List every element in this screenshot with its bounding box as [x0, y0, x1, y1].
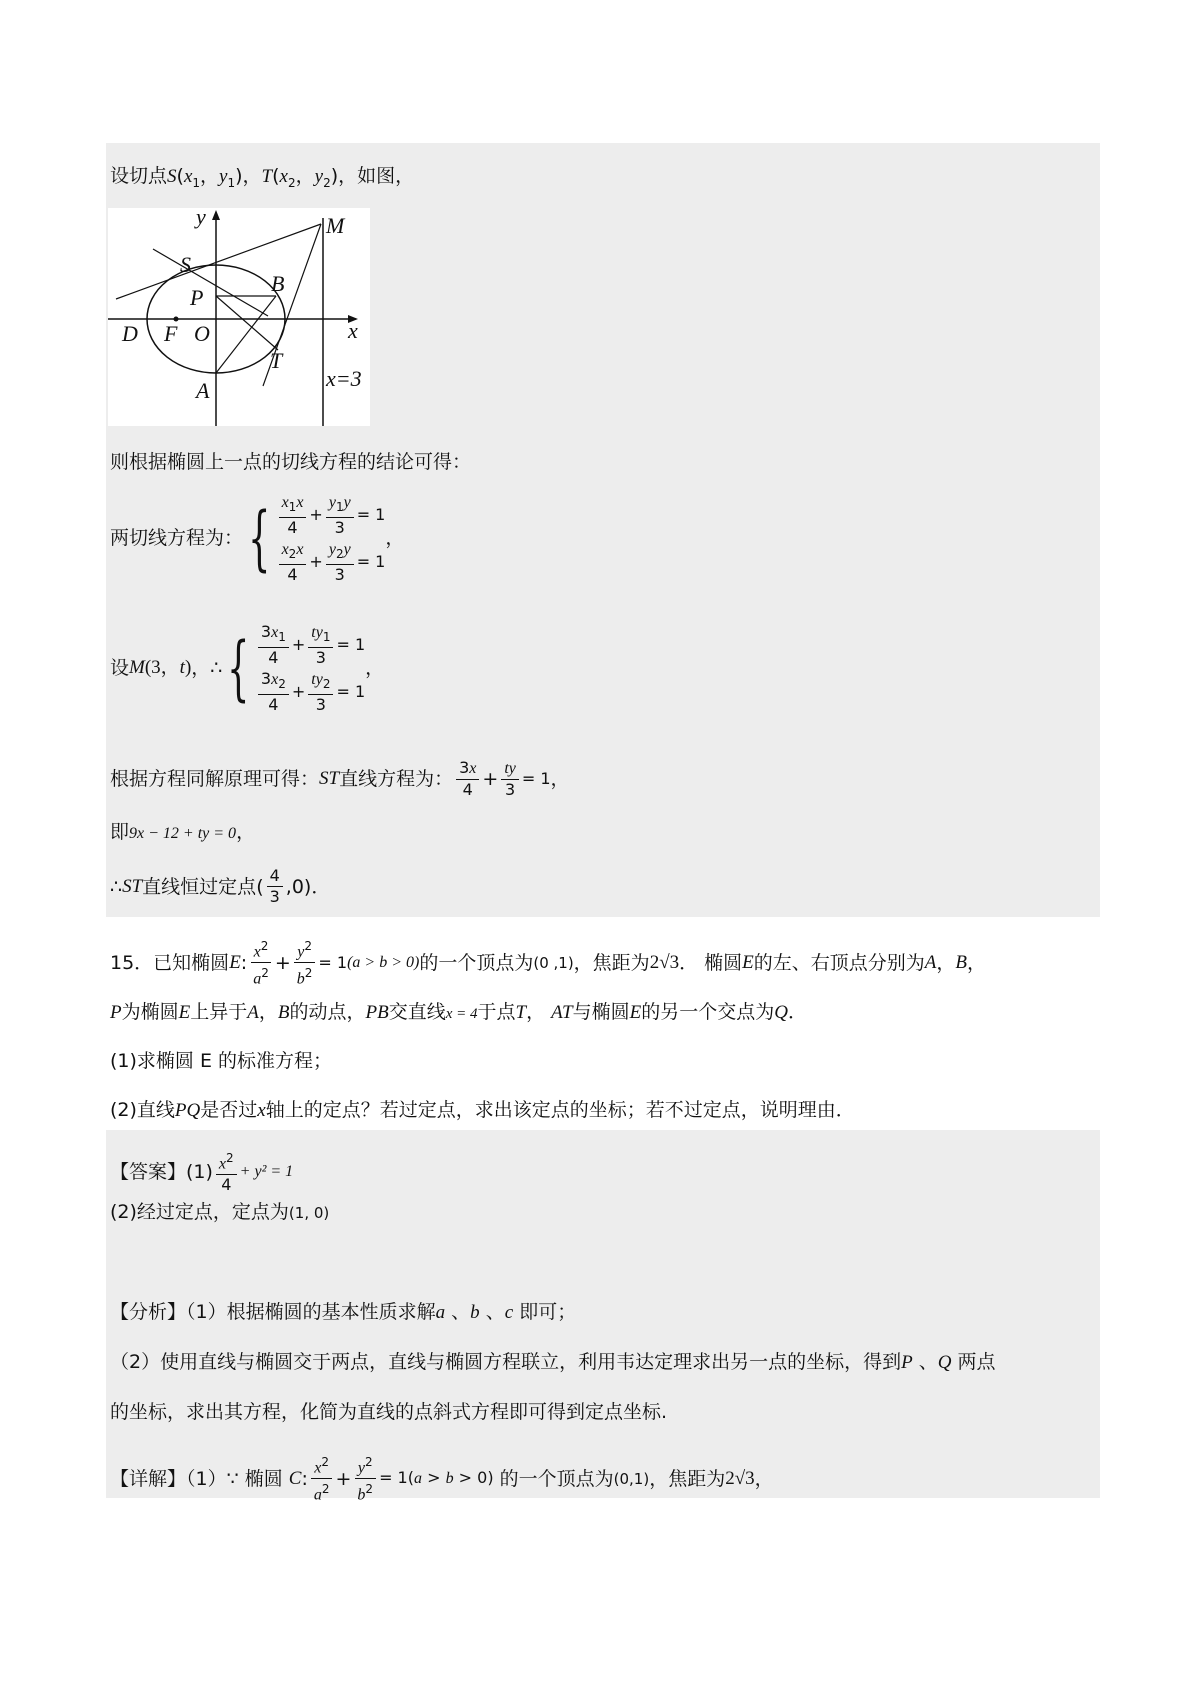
- y-axis-label: y: [196, 208, 206, 229]
- analysis-line-1: 【分析】（1）根据椭圆的基本性质求解a 、b 、c 即可；: [110, 1301, 577, 1323]
- question-1: (1)求椭圆 E 的标准方程；: [110, 1050, 332, 1072]
- fixed-point-line: ∴ ST 直线恒过定点 ( $\frac{4}{3}$ ,0) ．: [110, 866, 331, 906]
- detail-line-1: 【详解】（1）∵ 椭圆 C : $\frac{x^2}{a^2}$ + $\frac{y^2}{b^2}$ = 1(a > b > 0) 的一个顶点为 (0,1) ，焦距为 2√3 ，: [110, 1452, 774, 1506]
- problem-15-stem: 15．已知椭圆 E : $\frac{x^2}{a^2}$ + $\frac{y^2}{b^2}$ = 1 (a > b > 0) 的一个顶点为 (0 ,1) ，焦距为 2√3 ． 椭圆 E 的左、右顶点分别为 A ， B ，: [110, 936, 986, 990]
- set-m-equations: 设 M (3，t) ，∴ { $\frac{3x_1}{4}$ + $\frac{ty_1}{3}$ = 1 $\frac{3x_2}{4}$ + $\frac{ty_2}{3}$ = 1 ，: [110, 622, 385, 715]
- point-f-label: F: [164, 321, 178, 346]
- point-o-label: O: [194, 321, 210, 346]
- simplified-equation: 即9x − 12 + ty = 0，: [110, 821, 256, 843]
- st-line-equation: 根据方程同解原理可得： ST 直线方程为： $\frac{3x}{4}$ + $\frac{ty}{3}$ = 1 ，: [110, 758, 570, 799]
- point-m-label: M: [326, 213, 345, 238]
- analysis-line-2: （2）使用直线与椭圆交于两点，直线与椭圆方程联立，利用韦达定理求出另一点的坐标，得到P 、Q 两点: [110, 1351, 996, 1373]
- conclusion-line: 则根据椭圆上一点的切线方程的结论可得：: [110, 451, 472, 473]
- question-2: (2)直线PQ是否过x轴上的定点？若过定点，求出该定点的坐标；若不过定点，说明理由．: [110, 1099, 855, 1121]
- tangent-equations: 两切线方程为： { $\frac{x_1x}{4}$ + $\frac{y_1y}{3}$ = 1 $\frac{x_2x}{4}$ + $\frac{y_2y}{3}$ = 1 ，: [110, 494, 405, 585]
- problem-15-line2: P为椭圆E上异于A，B的动点，PB交直线x = 4于点T， AT与椭圆E的另一个交点为Q．: [110, 1001, 808, 1023]
- point-t-label: T: [270, 348, 283, 373]
- point-p-label: P: [190, 285, 204, 310]
- answer-line-2: (2)经过定点，定点为(1, 0): [110, 1201, 330, 1223]
- line-x3-label: x=3: [326, 366, 362, 391]
- analysis-line-3: 的坐标，求出其方程，化简为直线的点斜式方程即可得到定点坐标.: [110, 1401, 668, 1423]
- point-d-label: D: [122, 321, 138, 346]
- point-s-label: S: [180, 252, 191, 277]
- answer-line-1: 【答案】(1) $\frac{x^2}{4}$ + y² = 1: [110, 1148, 293, 1195]
- x-axis-label: x: [348, 318, 358, 343]
- ellipse-figure: [108, 208, 370, 426]
- point-a-label: A: [196, 378, 210, 403]
- tangent-points-line: 设切点$S(x_1$，$y_1$)，$T(x_2$，$y_2$)，如图，: [110, 165, 415, 190]
- point-b-label: B: [271, 271, 285, 296]
